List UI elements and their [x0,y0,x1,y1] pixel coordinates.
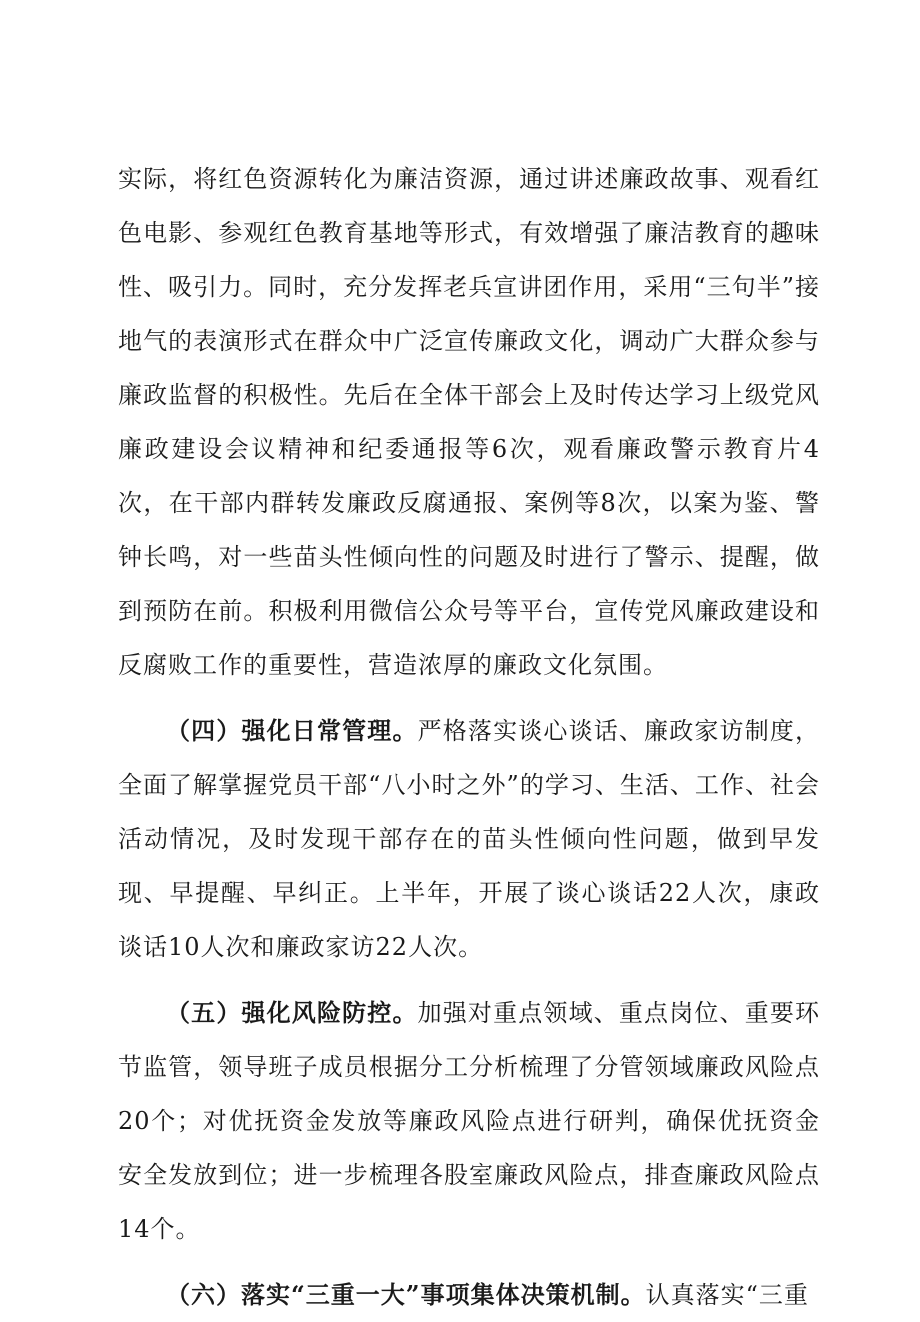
section-heading-5: （五）强化风险防控。 [166,998,418,1027]
section-heading-6: （六）落实“三重一大”事项集体决策机制。 [166,1280,646,1309]
paragraph-daily-management [118,704,820,974]
paragraph-text: 严格落实谈心谈话、廉政家访制度，全面了解掌握党员干部“八小时之外”的学习、生活、工作、社会活动情况，及时发现干部存在的苗头性倾向性问题，做到早发现、早提醒、早纠正。上半年，开展了谈心谈话22人次，康政谈话10人次和廉政家访22人次。 [118,717,821,961]
paragraph-continuation [118,152,820,692]
paragraph-text: 实际，将红色资源转化为廉洁资源，通过讲述廉政故事、观看红色电影、参观红色教育基地等形式，有效增强了廉洁教育的趣味性、吸引力。同时，充分发挥老兵宣讲团作用，采用“三句半”接地气的表演形式在群众中广泛宣传廉政文化，调动广大群众参与廉政监督的积极性。先后在全体干部会上及时传达学习上级党风廉政建设会议精神和纪委通报等6次，观看廉政警示教育片4次，在干部内群转发廉政反腐通报、案例等8次，以案为鉴、警钟长鸣，对一些苗头性倾向性的问题及时进行了警示、提醒，做到预防在前。积极利用微信公众号等平台，宣传党风廉政建设和反腐败工作的重要性，营造浓厚的廉政文化氛围。 [118,165,820,679]
paragraph-collective-decision [118,1268,820,1322]
paragraph-text: 认真落实“三重 [645,1281,809,1309]
paragraph-text: 加强对重点领域、重点岗位、重要环节监管，领导班子成员根据分工分析梳理了分管领域廉政风险点20个；对优抚资金发放等廉政风险点进行研判，确保优抚资金安全发放到位；进一步梳理各股室廉政风险点，排查廉政风险点14个。 [118,999,821,1243]
section-heading-4: （四）强化日常管理。 [166,716,418,745]
paragraph-risk-control [118,986,820,1256]
